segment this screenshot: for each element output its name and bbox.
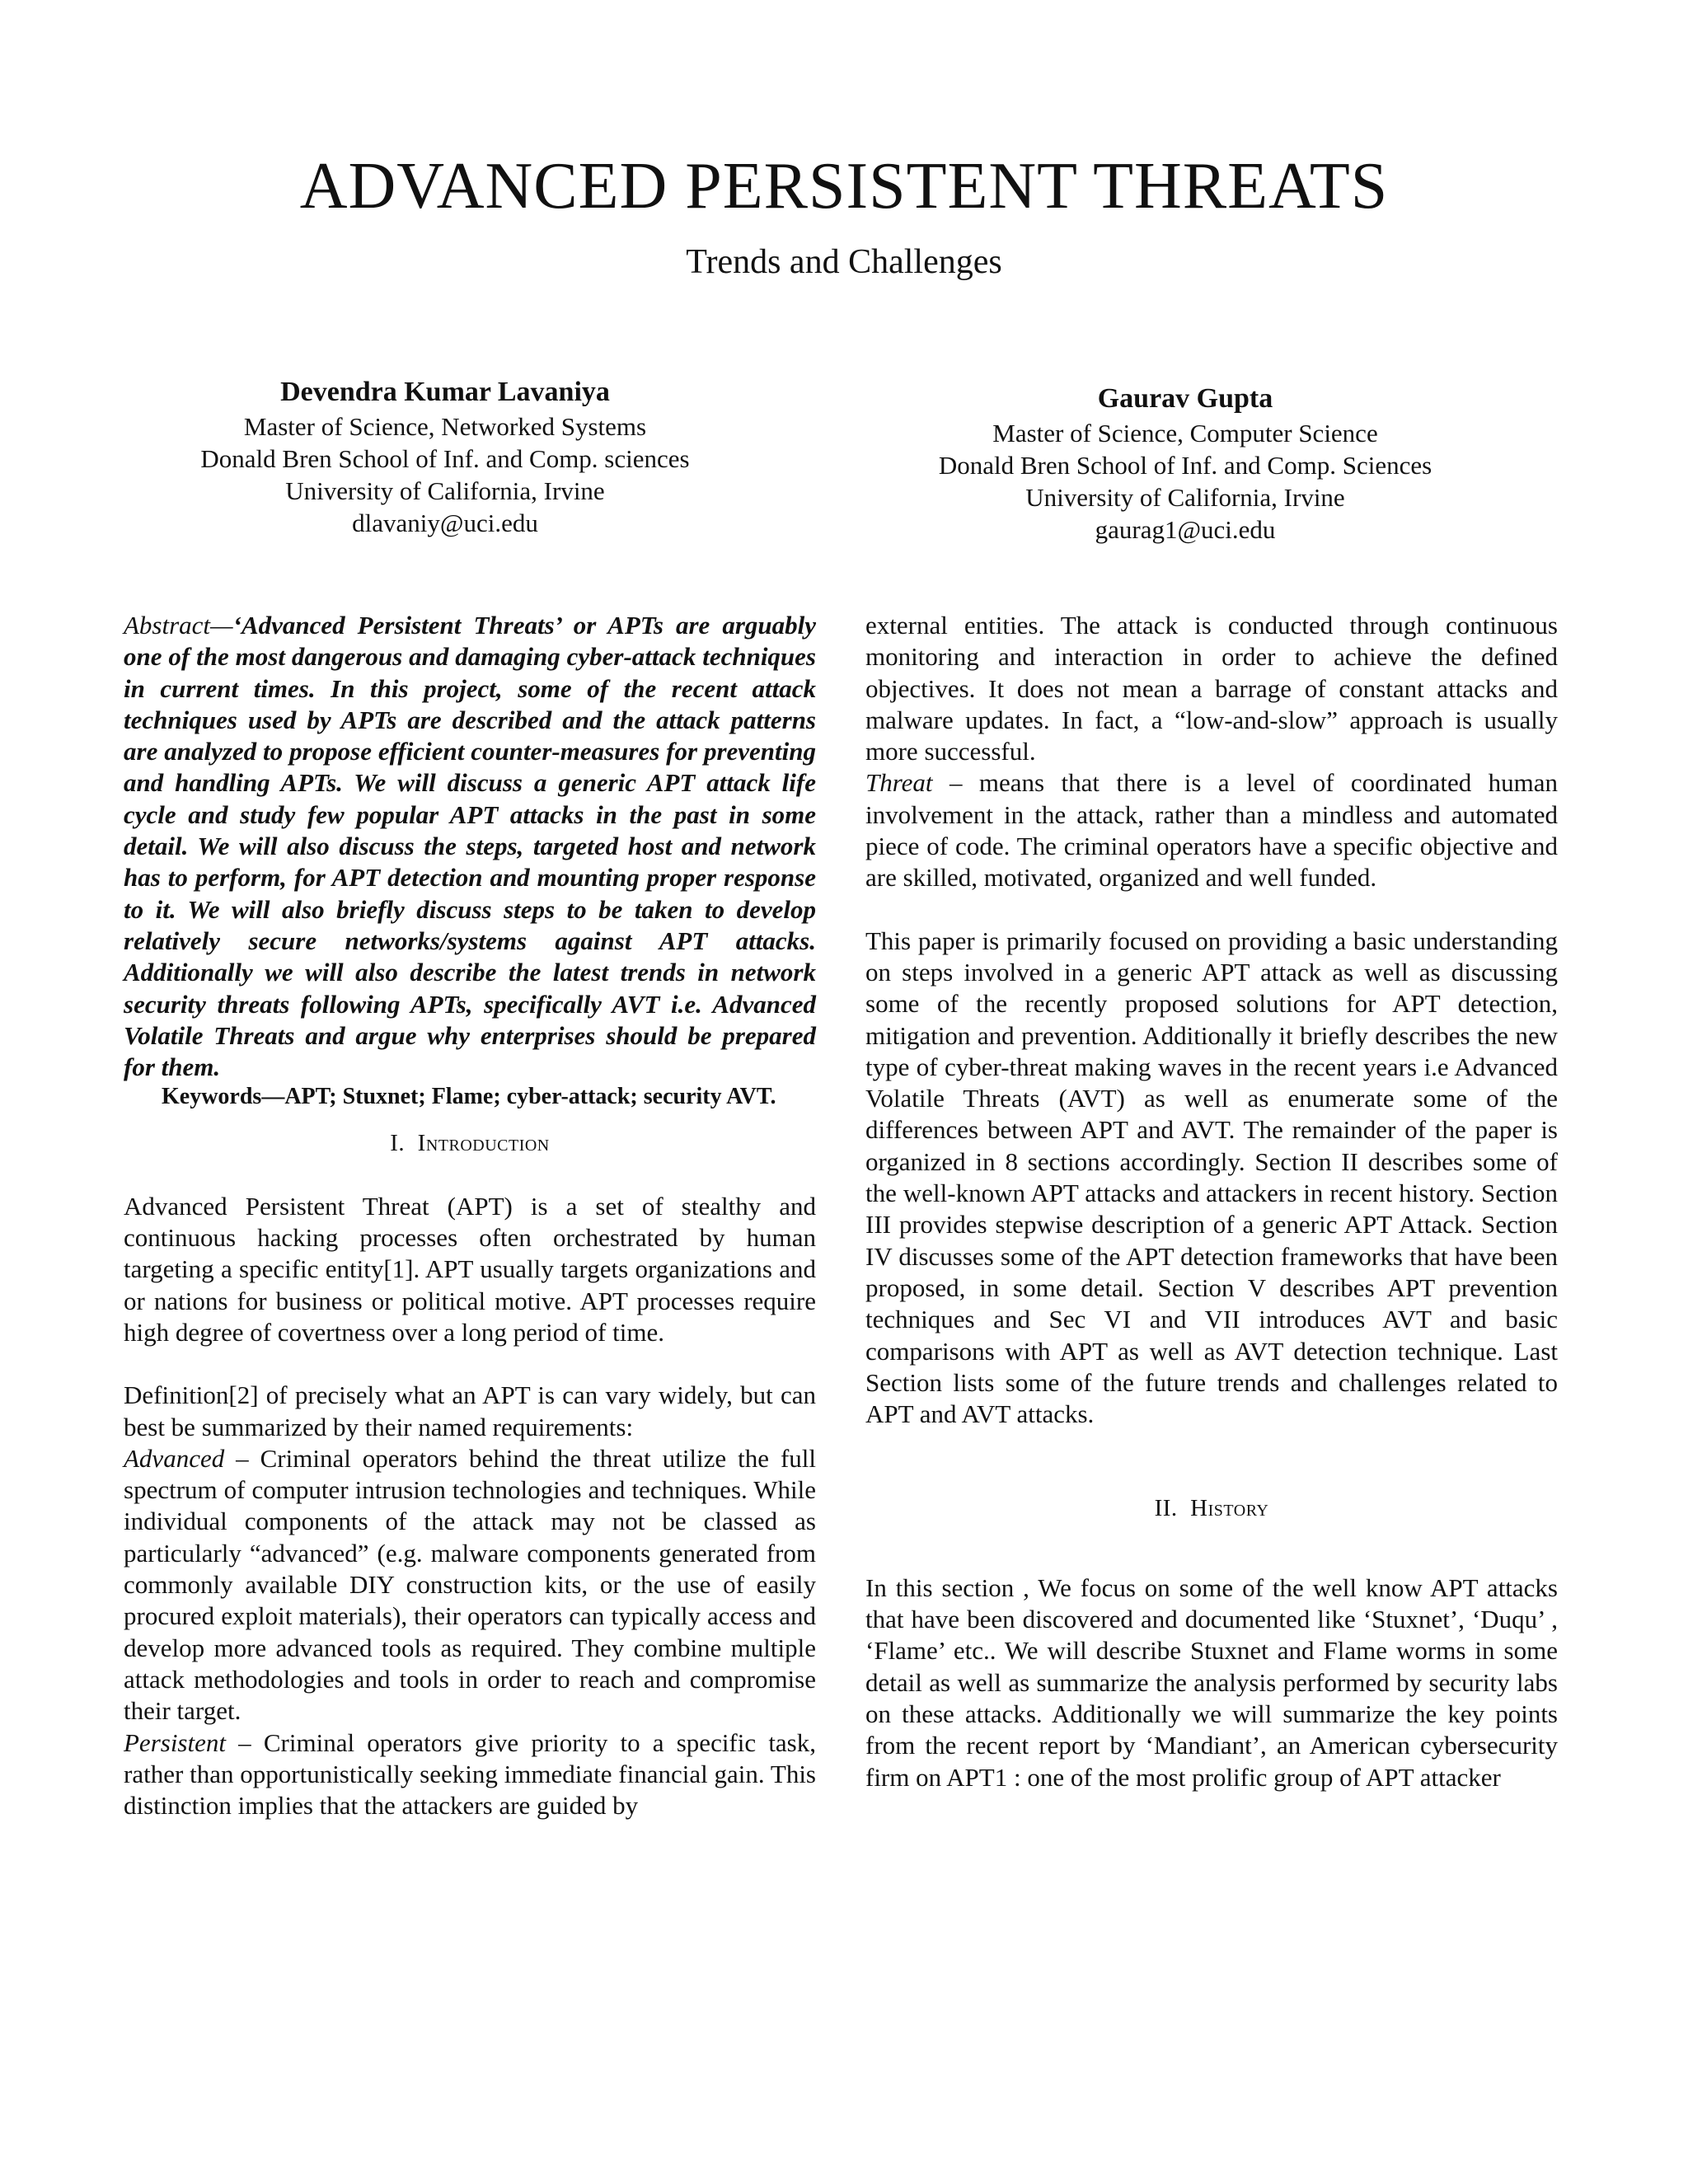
author-degree: Master of Science, Networked Systems xyxy=(243,412,647,441)
intro-paragraph-1: Advanced Persistent Threat (APT) is a set of stealthy and continuous hacking processes often orchestrated by human targeting a specific entity[1]. APT usually targets organizations and or nations for business or political motive. APT processes require high degree of covertness over a long period of time. xyxy=(124,1191,816,1347)
definition-persistent xyxy=(124,1727,816,1822)
abstract xyxy=(124,610,816,1083)
author-name: Gaurav Gupta xyxy=(1097,383,1273,414)
definition-advanced xyxy=(124,1443,816,1727)
author-block-1 xyxy=(115,374,775,539)
keywords: Keywords—APT; Stuxnet; Flame; cyber-attack; security AVT. xyxy=(162,1084,776,1110)
author-university: University of California, Irvine xyxy=(285,476,605,505)
section-number: I. xyxy=(390,1130,406,1157)
author-university: University of California, Irvine xyxy=(1025,483,1345,512)
definition-threat-text: – means that there is a level of coordinated human involvement in the attack, rather than a mindless and automated piece of code. The criminal operators have a specific objective and are skilled, motivated, organized and well funded. xyxy=(865,768,1558,893)
definition-threat xyxy=(865,767,1558,893)
author-email: dlavaniy@uci.edu xyxy=(352,509,538,537)
section-heading-history xyxy=(865,1493,1558,1524)
intro-paragraph-2: Definition[2] of precisely what an APT is can vary widely, but can best be summarized by their named requirements: xyxy=(124,1380,816,1441)
right-paragraph-2: This paper is primarily focused on providing a basic understanding on steps involved in a generic APT attack as well as discussing some of the recently proposed solutions for APT detection, mitigation and prevention. Additionally it briefly describes the new type of cyber-threat making waves in the recent years i.e Advanced Volatile Threats (AVT) as well as enumerate some of the differences between APT and AVT. The remainder of the paper is organized in 8 sections accordingly. Section II describes some of the well-known APT attacks and attackers in recent history. Section III provides stepwise description of a generic APT Attack. Section IV discusses some of the APT detection frameworks that have been proposed, in some detail. Section V describes APT prevention techniques and Sec VI and VII introduces AVT and basic comparisons with APT as well as AVT detection technique. Last Section lists some of the future trends and challenges related to APT and AVT attacks. xyxy=(865,926,1558,1429)
right-paragraph-1: external entities. The attack is conducted through continuous monitoring and interaction in order to achieve the defined objectives. It does not mean a barrage of constant attacks and malware updates. In fact, a “low-and-slow” approach is usually more successful. xyxy=(865,611,1558,766)
section-title: Introduction xyxy=(417,1130,550,1157)
definition-advanced-text: – Criminal operators behind the threat utilize the full spectrum of computer intrusion technologies and techniques. While individual components of the attack may not be classed as particularly “advanced” (e.g. malware components generated from commonly available DIY construction kits, or the use of easily procured exploit materials), their operators can typically access and develop more advanced tools as required. They combine multiple attack methodologies and tools in order to reach and compromise their target. xyxy=(124,1443,816,1726)
left-column xyxy=(124,610,816,1821)
term-persistent: Persistent xyxy=(124,1727,226,1757)
section-number: II. xyxy=(1154,1495,1178,1522)
author-degree: Master of Science, Computer Science xyxy=(992,419,1378,448)
section-title: History xyxy=(1190,1495,1269,1522)
term-advanced: Advanced xyxy=(124,1443,225,1473)
paper-title: ADVANCED PERSISTENT THREATS xyxy=(299,150,1389,223)
paper-subtitle: Trends and Challenges xyxy=(686,243,1002,281)
author-block-2 xyxy=(856,381,1515,546)
author-name: Devendra Kumar Lavaniya xyxy=(280,377,610,407)
author-school: Donald Bren School of Inf. and Comp. sciences xyxy=(200,444,690,473)
abstract-text: ‘Advanced Persistent Threats’ or APTs are arguably one of the most dangerous and damaging cyber-attack techniques in current times. In this project, some of the recent attack techniques used by APTs are described and the attack patterns are analyzed to propose efficient counter-measures for preventing and handling APTs. We will discuss a generic APT attack life cycle and study few popular APT attacks in the past in some detail. We will also discuss the steps, targeted host and network has to perform, for APT detection and mounting proper response to it. We will also briefly discuss steps to be taken to develop relatively secure networks/systems against APT attacks. Additionally we will also describe the latest trends in network security threats following APTs, specifically AVT i.e. Advanced Volatile Threats and argue why enterprises should be prepared for them. xyxy=(124,611,816,1082)
term-threat: Threat xyxy=(865,768,933,798)
right-column xyxy=(865,610,1558,1793)
author-school: Donald Bren School of Inf. and Comp. Sciences xyxy=(938,451,1432,480)
section-heading-introduction xyxy=(124,1127,816,1159)
definition-persistent-text: – Criminal operators give priority to a specific task, rather than opportunistically seeking immediate financial gain. This distinction implies that the attackers are guided by xyxy=(124,1727,816,1821)
history-paragraph-1: In this section , We focus on some of the well know APT attacks that have been discovered and documented like ‘Stuxnet’, ‘Duqu’ , ‘Flame’ etc.. We will describe Stuxnet and Flame worms in some detail as well as summarize the analysis performed by security labs on these attacks. Additionally we will summarize the key points from the recent report by ‘Mandiant’, an American cybersecurity firm on APT1 : one of the most prolific group of APT attacker xyxy=(865,1572,1558,1792)
abstract-label: Abstract— xyxy=(124,611,233,640)
author-email: gaurag1@uci.edu xyxy=(1095,515,1276,544)
